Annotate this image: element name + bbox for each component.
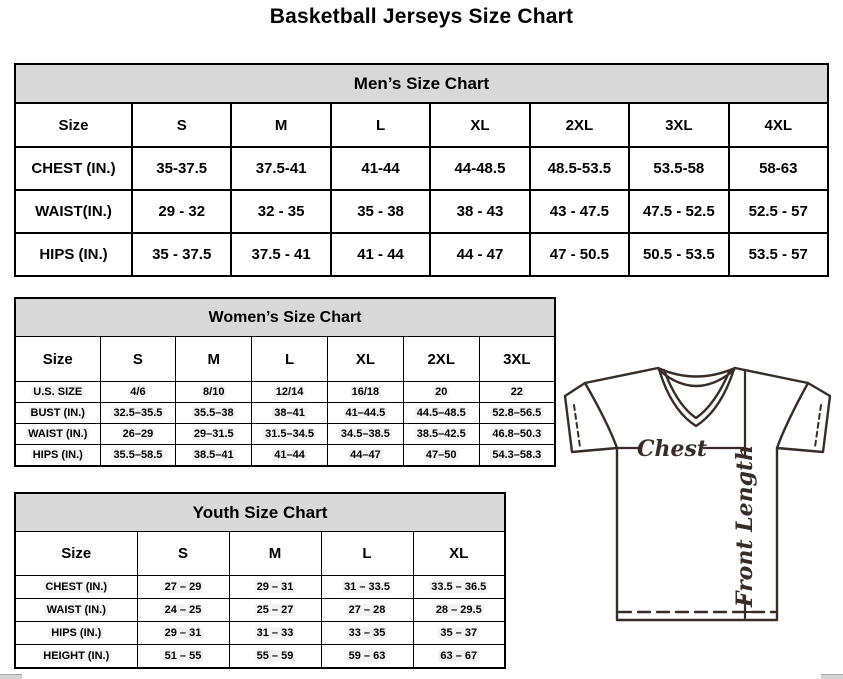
table-cell: [132, 233, 231, 276]
table-cell: [479, 382, 555, 403]
cell-value: 27 – 28: [348, 604, 386, 616]
table-cell: [403, 424, 479, 445]
cell-value: 31 – 33: [256, 627, 294, 639]
cell-value: 50.5 - 53.5: [642, 246, 715, 263]
table-row: [15, 233, 828, 276]
column-header: 3XL: [479, 337, 555, 382]
chest-label: Chest: [636, 436, 708, 462]
cell-value: 29 - 32: [158, 203, 206, 220]
front-length-label: Front Length: [732, 444, 758, 608]
jersey-outline: [565, 368, 830, 620]
cell-value: 16/18: [351, 386, 380, 398]
cell-value: 26–29: [122, 428, 154, 440]
table-cell: [132, 190, 231, 233]
cell-value: 41–44.5: [345, 407, 386, 419]
cell-value: 33.5 – 36.5: [431, 581, 487, 593]
cell-value: 41–44: [274, 449, 305, 461]
table-cell: [231, 147, 330, 190]
cell-value: 20: [435, 386, 448, 398]
cell-value: 53.5-58: [653, 160, 705, 177]
cell-value: 47 - 50.5: [549, 246, 609, 263]
column-header: Size: [15, 337, 100, 382]
cell-value: 29–31.5: [193, 428, 234, 440]
table-cell: [100, 424, 176, 445]
cell-value: 29 – 31: [256, 581, 294, 593]
table-cell: [413, 645, 505, 669]
jersey-diagram: [555, 355, 840, 635]
column-header: L: [331, 103, 430, 147]
table-cell: [327, 382, 403, 403]
table-row: [15, 622, 505, 645]
table-cell: [629, 147, 728, 190]
cell-value: 37.5 - 41: [251, 246, 311, 263]
cell-value: 52.5 - 57: [748, 203, 808, 220]
column-header: M: [176, 337, 252, 382]
h-scrollbar-button-left[interactable]: [0, 674, 22, 679]
table-cell: [530, 190, 629, 233]
table-cell: [137, 622, 229, 645]
table-cell: [327, 445, 403, 467]
column-header: M: [229, 532, 321, 576]
row-label: HIPS (IN.): [15, 233, 132, 276]
cell-value: 44 - 47: [456, 246, 504, 263]
table-cell: [629, 190, 728, 233]
table-cell: [403, 403, 479, 424]
cell-value: 35 - 37.5: [152, 246, 212, 263]
table-cell: [252, 445, 328, 467]
cell-value: 41-44: [361, 160, 400, 177]
cell-value: 32 - 35: [257, 203, 305, 220]
table-cell: [530, 233, 629, 276]
cell-value: 38.5–42.5: [416, 428, 466, 440]
table-cell: [252, 382, 328, 403]
table-cell: [479, 445, 555, 467]
table-cell: [229, 576, 321, 599]
mens-size-chart-table: [14, 63, 829, 277]
table-cell: [176, 424, 252, 445]
table-cell: [100, 445, 176, 467]
cell-value: 29 – 31: [164, 627, 202, 639]
cell-value: 37.5-41: [255, 160, 307, 177]
table-cell: [176, 403, 252, 424]
cell-value: 58-63: [759, 160, 798, 177]
table-cell: [132, 147, 231, 190]
row-label: CHEST (IN.): [15, 147, 132, 190]
row-label: HEIGHT (IN.): [15, 645, 137, 669]
table-row: [15, 382, 555, 403]
cell-value: 48.5-53.5: [547, 160, 612, 177]
cell-value: 46.8–50.3: [492, 428, 542, 440]
cell-value: 31.5–34.5: [265, 428, 315, 440]
cell-value: 44-48.5: [454, 160, 506, 177]
column-header: S: [137, 532, 229, 576]
table-cell: [413, 622, 505, 645]
column-header: XL: [413, 532, 505, 576]
table-cell: [137, 576, 229, 599]
cell-value: 54.3–58.3: [492, 449, 542, 461]
table-cell: [479, 403, 555, 424]
cell-value: 35 - 38: [357, 203, 404, 220]
row-label: U.S. SIZE: [15, 382, 100, 403]
table-cell: [100, 403, 176, 424]
left-cuff-dashed-line: [574, 405, 580, 447]
table-cell: [321, 645, 413, 669]
cell-value: 31 – 33.5: [344, 581, 390, 593]
table-cell: [137, 645, 229, 669]
cell-value: 8/10: [203, 386, 225, 398]
table-cell: [729, 147, 828, 190]
column-header: Size: [15, 103, 132, 147]
cell-value: 34.5–38.5: [340, 428, 390, 440]
mens-size-chart: [14, 63, 829, 277]
cell-value: 38–41: [274, 407, 305, 419]
table-title: Women’s Size Chart: [15, 298, 555, 337]
table-cell: [100, 382, 176, 403]
table-row: [15, 599, 505, 622]
column-header: 2XL: [403, 337, 479, 382]
cell-value: 35.5–38: [193, 407, 234, 419]
table-cell: [321, 576, 413, 599]
row-label: WAIST(IN.): [15, 190, 132, 233]
cell-value: 59 – 63: [348, 650, 386, 662]
column-header: 4XL: [729, 103, 828, 147]
table-cell: [479, 424, 555, 445]
cell-value: 41 - 44: [357, 246, 404, 263]
h-scrollbar-button-right[interactable]: [821, 674, 843, 679]
table-row: [15, 424, 555, 445]
table-row: [15, 576, 505, 599]
table-cell: [729, 190, 828, 233]
cell-value: 63 – 67: [440, 650, 478, 662]
cell-value: 51 – 55: [164, 650, 202, 662]
cell-value: 12/14: [275, 386, 304, 398]
table-cell: [413, 599, 505, 622]
table-cell: [331, 233, 430, 276]
cell-value: 22: [510, 386, 523, 398]
cell-value: 24 – 25: [164, 604, 202, 616]
cell-value: 43 - 47.5: [549, 203, 609, 220]
table-cell: [331, 190, 430, 233]
cell-value: 53.5 - 57: [748, 246, 808, 263]
cell-value: 35 – 37: [440, 627, 478, 639]
table-row: [15, 403, 555, 424]
cell-value: 52.8–56.5: [492, 407, 542, 419]
row-label: HIPS (IN.): [15, 445, 100, 467]
table-cell: [321, 622, 413, 645]
cell-value: 55 – 59: [256, 650, 294, 662]
table-title: Youth Size Chart: [15, 493, 505, 532]
cell-value: 47.5 - 52.5: [642, 203, 715, 220]
row-label: WAIST (IN.): [15, 599, 137, 622]
table-cell: [176, 445, 252, 467]
right-cuff-dashed-line: [815, 405, 821, 447]
column-header: 2XL: [530, 103, 629, 147]
row-label: BUST (IN.): [15, 403, 100, 424]
table-cell: [252, 424, 328, 445]
cell-value: 44–47: [350, 449, 381, 461]
column-header: L: [252, 337, 328, 382]
cell-value: 35-37.5: [156, 160, 208, 177]
cell-value: 25 – 27: [256, 604, 294, 616]
youth-size-chart: [14, 492, 506, 669]
table-cell: [430, 233, 529, 276]
table-title: Men’s Size Chart: [15, 64, 828, 103]
cell-value: 38 - 43: [456, 203, 504, 220]
youth-size-chart-table: [14, 492, 506, 669]
table-cell: [321, 599, 413, 622]
table-cell: [231, 190, 330, 233]
table-cell: [231, 233, 330, 276]
table-cell: [413, 576, 505, 599]
cell-value: 33 – 35: [348, 627, 386, 639]
column-header: XL: [327, 337, 403, 382]
cell-value: 27 – 29: [164, 581, 202, 593]
table-cell: [229, 599, 321, 622]
table-cell: [530, 147, 629, 190]
table-cell: [327, 403, 403, 424]
column-header: Size: [15, 532, 137, 576]
column-header: S: [132, 103, 231, 147]
column-header: L: [321, 532, 413, 576]
cell-value: 38.5–41: [193, 449, 234, 461]
table-row: [15, 645, 505, 669]
table-cell: [729, 233, 828, 276]
row-label: WAIST (IN.): [15, 424, 100, 445]
table-cell: [229, 645, 321, 669]
cell-value: 47–50: [425, 449, 457, 461]
table-cell: [629, 233, 728, 276]
womens-size-chart-table: [14, 297, 556, 467]
table-cell: [229, 622, 321, 645]
column-header: M: [231, 103, 330, 147]
table-cell: [403, 382, 479, 403]
cell-value: 44.5–48.5: [416, 407, 466, 419]
column-header: XL: [430, 103, 529, 147]
table-cell: [430, 190, 529, 233]
column-header: S: [100, 337, 176, 382]
table-cell: [327, 424, 403, 445]
row-label: HIPS (IN.): [15, 622, 137, 645]
table-cell: [331, 147, 430, 190]
table-cell: [430, 147, 529, 190]
cell-value: 32.5–35.5: [113, 407, 163, 419]
womens-size-chart: [14, 297, 556, 467]
table-cell: [176, 382, 252, 403]
column-header: 3XL: [629, 103, 728, 147]
page-title: Basketball Jerseys Size Chart: [269, 5, 574, 28]
table-row: [15, 190, 828, 233]
table-row: [15, 445, 555, 467]
row-label: CHEST (IN.): [15, 576, 137, 599]
cell-value: 28 – 29.5: [435, 604, 482, 616]
cell-value: 4/6: [130, 386, 146, 398]
table-cell: [252, 403, 328, 424]
cell-value: 35.5–58.5: [113, 449, 163, 461]
table-row: [15, 147, 828, 190]
table-cell: [403, 445, 479, 467]
table-cell: [137, 599, 229, 622]
